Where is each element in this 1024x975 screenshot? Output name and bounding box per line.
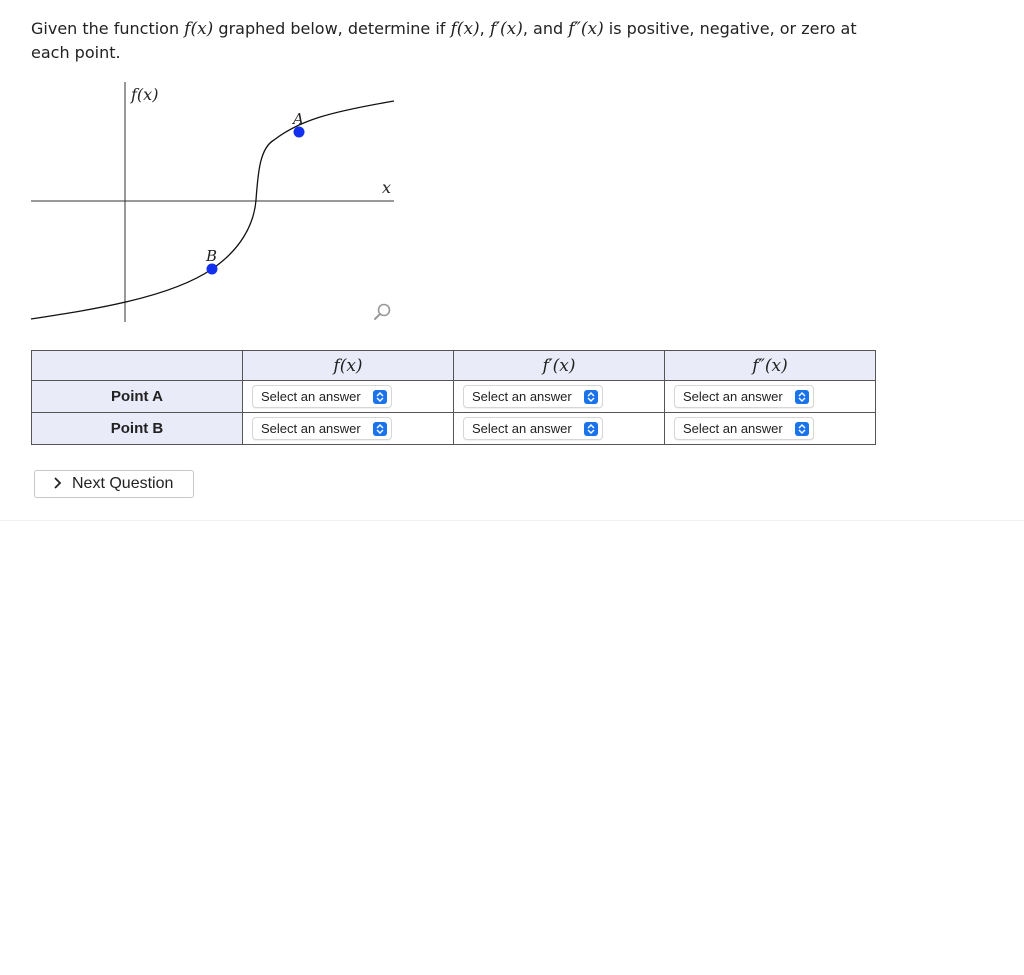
question-fx: f(x) [184,19,214,39]
select-point-a-fx[interactable]: Select an answer [252,385,392,408]
select-chevron-icon [584,422,598,436]
question-fprime: f′(x) [489,19,523,39]
select-point-a-fdoubleprime[interactable]: Select an answer [674,385,814,408]
divider [0,520,1024,521]
question-part1: Given the function [31,19,185,38]
select-point-b-fdoubleprime[interactable]: Select an answer [674,417,814,440]
chevron-right-icon [53,476,62,492]
question-sep1: , [479,19,490,38]
function-graph [0,78,420,328]
function-curve [31,101,394,319]
question-part3: is positive, negative, or zero at each point. [31,19,857,62]
point-b-label: B [206,247,218,265]
question-fdoubleprime: f″(x) [568,19,604,39]
table-row-point-a [32,381,876,413]
table-row-point-b [32,413,876,445]
next-question-button[interactable] [34,470,194,498]
header-fdoubleprime: f″(x) [665,351,876,381]
y-axis-label: f(x) [131,85,159,104]
select-point-b-fprime[interactable]: Select an answer [463,417,603,440]
select-point-a-fprime[interactable]: Select an answer [463,385,603,408]
point-a-marker [294,127,305,138]
select-chevron-icon [373,422,387,436]
question-part2: graphed below, determine if [213,19,451,38]
next-question-label: Next Question [72,475,174,492]
table-header-row [32,351,876,381]
point-a-label: A [293,110,304,128]
row-label-point-a: Point A [32,381,243,413]
question-text [31,17,891,64]
select-chevron-icon [373,390,387,404]
header-empty [32,351,243,381]
select-chevron-icon [795,422,809,436]
header-fx: f(x) [243,351,454,381]
row-label-point-b: Point B [32,413,243,445]
select-point-b-fx[interactable]: Select an answer [252,417,392,440]
select-chevron-icon [584,390,598,404]
header-fprime: f′(x) [454,351,665,381]
point-b-marker [207,264,218,275]
question-f: f(x) [450,19,480,39]
select-chevron-icon [795,390,809,404]
answer-table [31,350,876,445]
question-sep2: , and [522,19,569,38]
x-axis-label: x [382,178,392,197]
magnify-icon[interactable] [372,302,392,322]
